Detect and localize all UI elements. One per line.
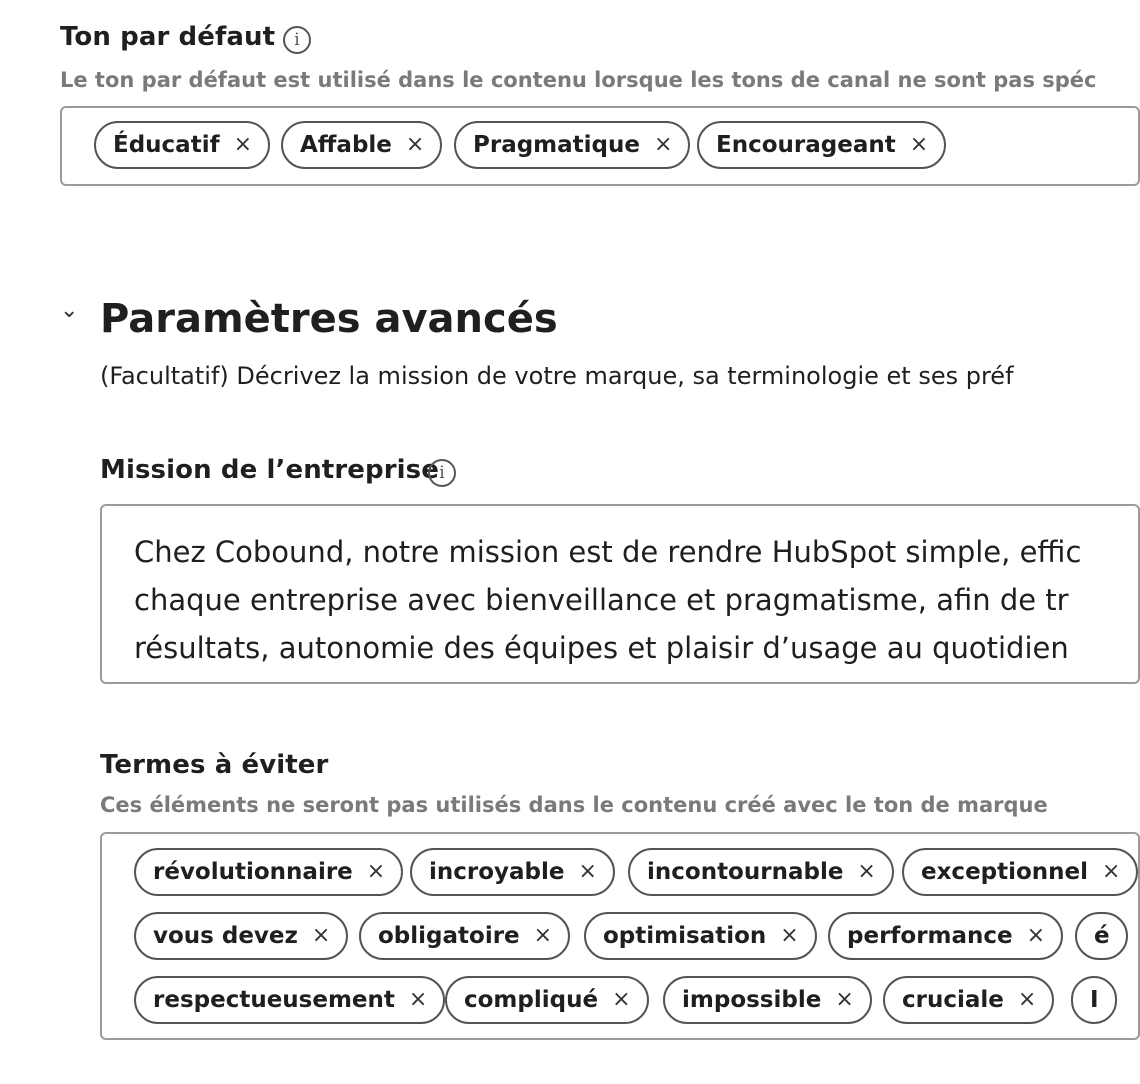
tag-chip [445,976,649,1024]
tag-chip [134,848,403,896]
tag-label: obligatoire [378,923,520,949]
tag-chip [134,976,445,1024]
tag-label: performance [847,923,1013,949]
close-icon[interactable]: × [780,923,799,948]
info-icon[interactable]: i [428,459,456,487]
tag-chip [883,976,1054,1024]
mission-text-line: chaque entreprise avec bienveillance et pragmatisme, afin de tr [134,583,1069,617]
tag-chip [410,848,615,896]
close-icon[interactable]: × [366,859,386,884]
tag-chip [902,848,1138,896]
close-icon[interactable]: × [1026,923,1046,948]
tag-label: Encourageant [716,132,896,158]
mission-textarea[interactable] [100,504,1140,684]
info-icon[interactable]: i [283,26,311,54]
tag-label: compliqué [464,987,599,1013]
close-icon[interactable]: × [408,987,428,1012]
tag-chip [628,848,894,896]
mission-text-line: Chez Cobound, notre mission est de rendre HubSpot simple, effic [134,535,1082,569]
close-icon[interactable]: × [857,859,876,884]
close-icon[interactable]: × [311,923,331,948]
close-icon[interactable]: × [909,132,929,157]
tag-chip [663,976,872,1024]
close-icon[interactable]: × [1017,987,1037,1012]
tag-label: incroyable [429,859,565,885]
tag-chip [584,912,817,960]
tag-chip [359,912,570,960]
tag-chip [454,121,690,169]
tag-chip [134,912,348,960]
tag-label: I [1090,987,1099,1013]
tag-chip [281,121,442,169]
tag-label: exceptionnel [921,859,1089,885]
default-tone-label: Ton par défaut [60,22,276,52]
tag-label: révolutionnaire [153,859,353,885]
tag-label: Pragmatique [473,132,640,158]
avoid-terms-help: Ces éléments ne seront pas utilisés dans le contenu créé avec le ton de marque [100,793,1048,817]
tag-label: Éducatif [113,132,220,158]
default-tone-help: Le ton par défaut est utilisé dans le contenu lorsque les tons de canal ne sont pas spéc [60,68,1097,92]
close-icon[interactable]: × [233,132,253,157]
tag-chip [94,121,270,169]
tag-chip [1071,976,1117,1024]
close-icon[interactable]: × [578,859,597,884]
advanced-settings-subtitle: (Facultatif) Décrivez la mission de votre marque, sa terminologie et ses préf [100,362,1014,390]
mission-label: Mission de l’entreprise [100,455,439,485]
tag-label: cruciale [902,987,1004,1013]
tag-label: incontournable [647,859,844,885]
advanced-settings-title[interactable]: Paramètres avancés [100,296,558,342]
tag-chip [1075,912,1128,960]
tag-label: respectueusement [153,987,395,1013]
close-icon[interactable]: × [654,132,673,157]
tag-label: é [1094,923,1110,949]
tag-label: Affable [300,132,392,158]
close-icon[interactable]: × [1102,859,1121,884]
tag-label: impossible [682,987,822,1013]
avoid-terms-label: Termes à éviter [100,750,329,780]
tag-label: optimisation [603,923,767,949]
chevron-down-icon[interactable]: ⌄ [60,298,79,323]
close-icon[interactable]: × [533,923,553,948]
close-icon[interactable]: × [835,987,854,1012]
close-icon[interactable]: × [405,132,425,157]
close-icon[interactable]: × [612,987,631,1012]
tag-chip [828,912,1063,960]
tag-chip [697,121,946,169]
mission-text-line: résultats, autonomie des équipes et plaisir d’usage au quotidien [134,631,1069,665]
tag-label: vous devez [153,923,298,949]
